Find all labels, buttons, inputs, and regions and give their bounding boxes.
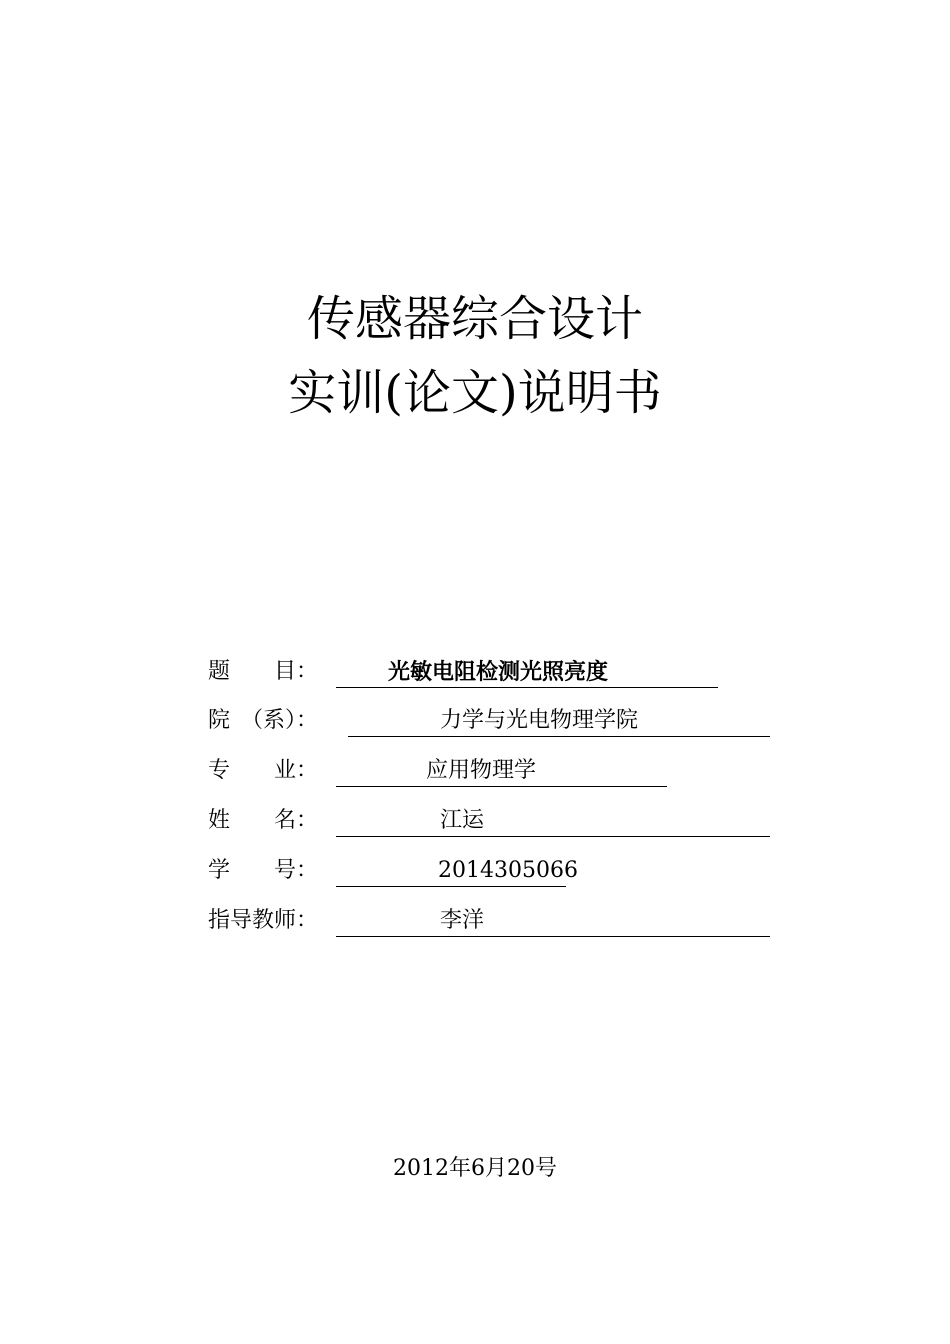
- student-id-label: 学 号：: [208, 858, 319, 883]
- topic-label: 题 目：: [208, 659, 319, 684]
- document-title: [0, 282, 950, 430]
- advisor-label: 指导教师：: [208, 908, 319, 933]
- advisor-value: 李洋: [440, 908, 485, 933]
- title-line-2: 实训(论文)说明书: [288, 365, 662, 421]
- student-id-value: 2014305066: [438, 858, 578, 883]
- document-date: 2012年6月20号: [393, 1156, 557, 1181]
- title-line-1: 传感器综合设计: [306, 291, 643, 347]
- major-value: 应用物理学: [426, 758, 537, 783]
- department-value: 力学与光电物理学院: [440, 708, 639, 733]
- name-underline: [336, 806, 770, 837]
- advisor-underline: [336, 906, 770, 937]
- topic-value: 光敏电阻检测光照亮度: [388, 659, 609, 685]
- major-label: 专 业：: [208, 758, 319, 783]
- name-label: 姓 名：: [208, 808, 319, 833]
- department-label: 院 （系）：: [208, 708, 319, 733]
- name-value: 江运: [440, 808, 485, 833]
